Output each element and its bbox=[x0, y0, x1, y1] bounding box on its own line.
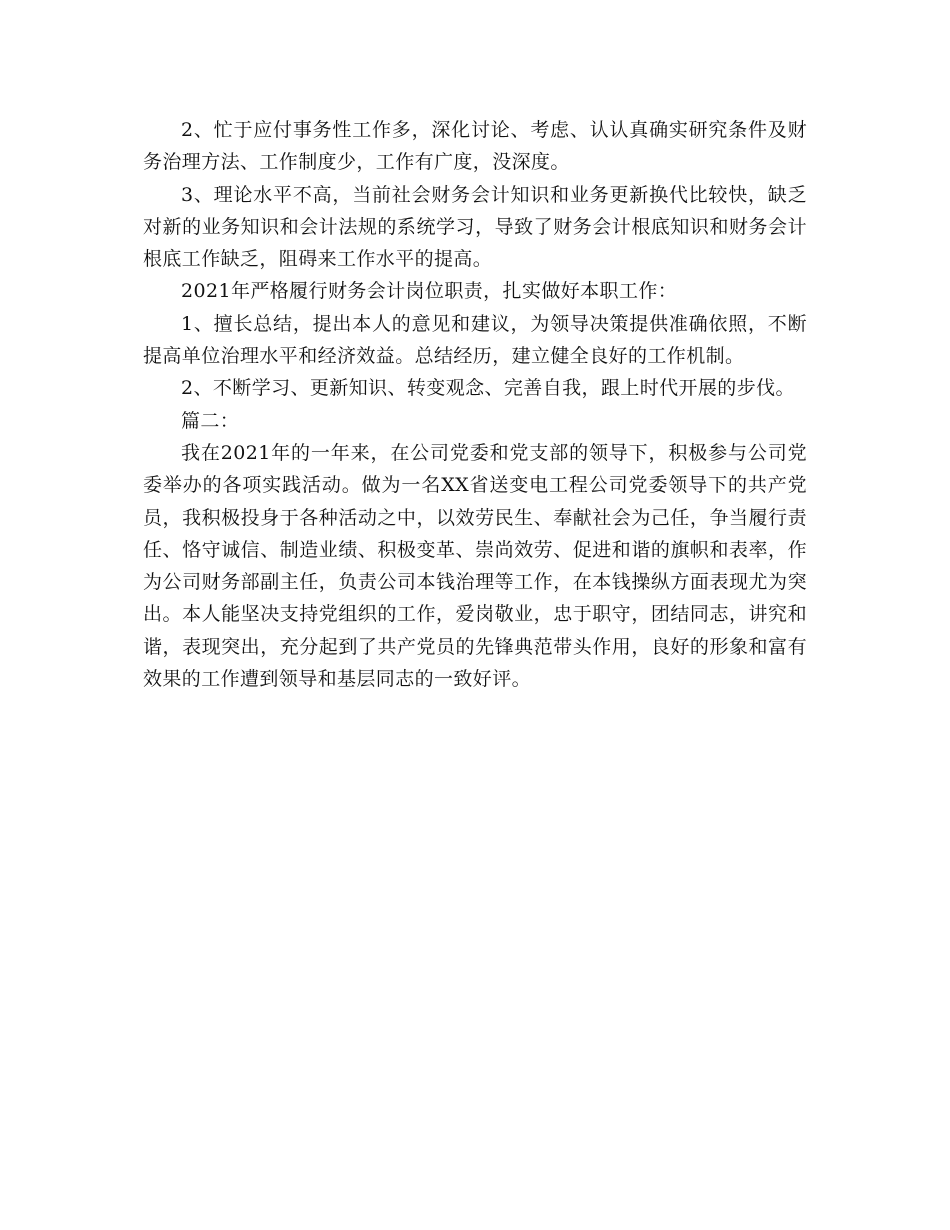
paragraph-point-2-busy-work: 2、忙于应付事务性工作多，深化讨论、考虑、认认真确实研究条件及财务治理方法、工作制度少，工作有广度，没深度。 bbox=[143, 119, 807, 174]
paragraph-part-two-body: 我在2021年的一年来，在公司党委和党支部的领导下，积极参与公司党委举办的各项实践活动。做为一名XX省送变电工程公司党委领导下的共产党员，我积极投身于各种活动之中，以效劳民生、奉献社会为己任，争当履行责任、恪守诚信、制造业绩、积极变革、崇尚效劳、促进和谐的旗帜和表率，作为公司财务部副主任，负责公司本钱治理等工作，在本钱操纵方面表现尤为突出。本人能坚决支持党组织的工作，爱岗敬业，忠于职守，团结同志，讲究和谐，表现突出，充分起到了共产党员的先锋典范带头作用，良好的形象和富有效果的工作遭到领导和基层同志的一致好评。 bbox=[143, 441, 807, 691]
paragraph-point-3-theory-level: 3、理论水平不高，当前社会财务会计知识和业务更新换代比较快，缺乏对新的业务知识和会计法规的系统学习，导致了财务会计根底知识和财务会计根底工作缺乏，阻碍来工作水平的提高。 bbox=[143, 183, 807, 271]
paragraph-duty-1-summarize: 1、擅长总结，提出本人的意见和建议，为领导决策提供准确依照，不断提高单位治理水平和经济效益。总结经历，建立健全良好的工作机制。 bbox=[143, 312, 807, 368]
section-heading-part-two: 篇二： bbox=[181, 409, 240, 432]
document-body bbox=[143, 114, 807, 695]
paragraph-2021-duties-heading: 2021年严格履行财务会计岗位职责，扎实做好本职工作： bbox=[181, 280, 678, 303]
paragraph-duty-2-learning: 2、不断学习、更新知识、转变观念、完善自我，跟上时代开展的步伐。 bbox=[181, 377, 795, 400]
